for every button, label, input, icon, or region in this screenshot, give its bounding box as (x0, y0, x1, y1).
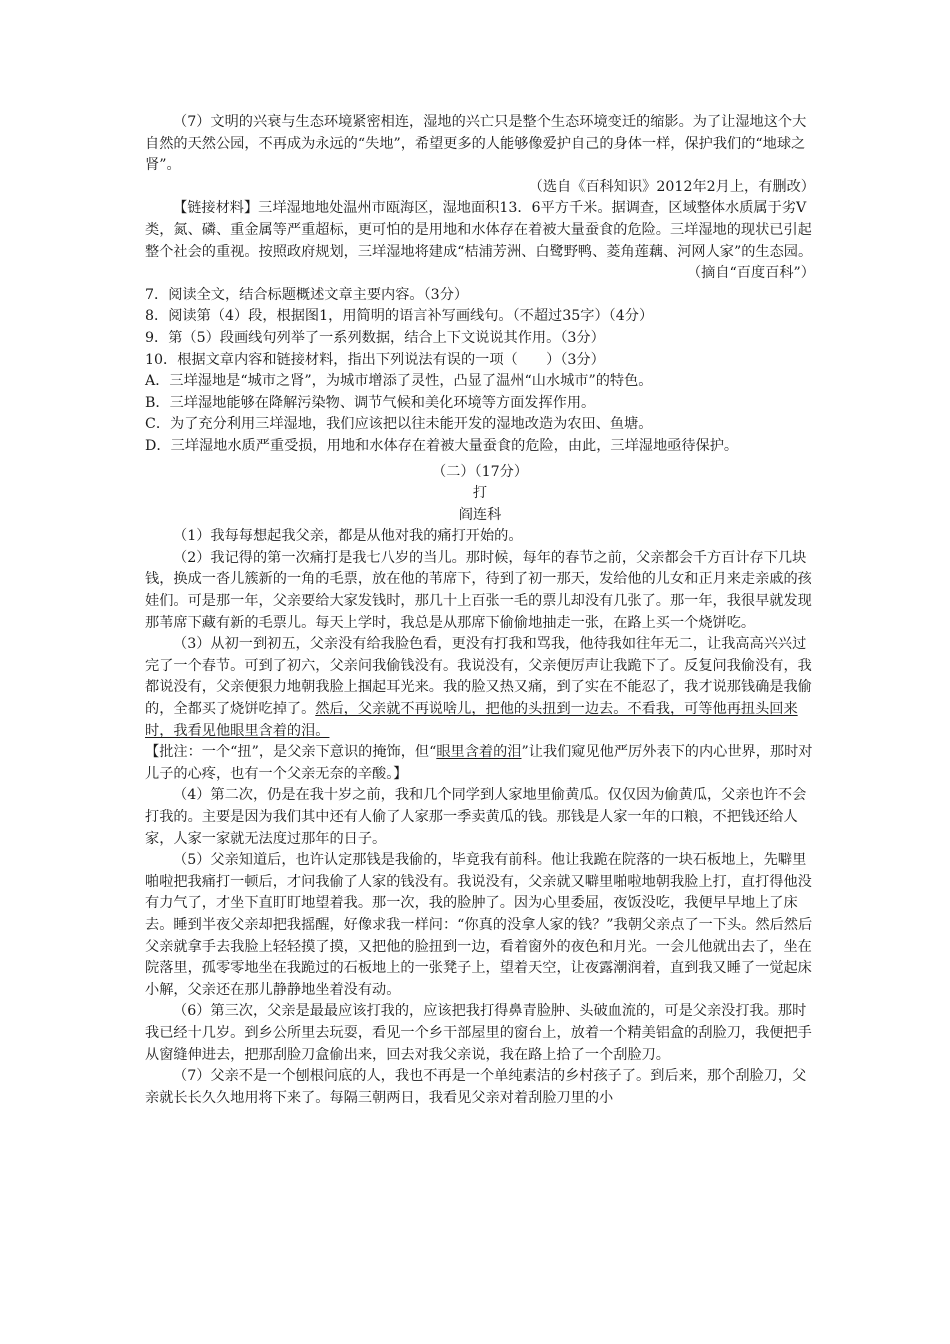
story-para-5: （5）父亲知道后，也许认定那钱是我偷的，毕竟我有前科。他让我跪在院落的一块石板地上，先噼里啪啦把我痛打一顿后，才问我偷了人家的钱没有。我说没有，父亲就又噼里啪啦地朝我脸上打，直打得他没有力气了，才坐下直盯盯地望着我。那一次，我的脸肿了。因为心里委屈，夜饭没吃，我便早早地上了床去。睡到半夜父亲却把我摇醒，好像求我一样问：“你真的没拿人家的钱？”我朝父亲点了一下头。然后然后父亲就拿手去我脸上轻轻摸了摸，又把他的脸扭到一边，看着窗外的夜色和月光。一会儿他就出去了，坐在院落里，孤零零地坐在我跪过的石板地上的一张凳子上，望着天空，让夜露潮润着，直到我又睡了一觉起床小解，父亲还在那儿静静地坐着没有动。 (145, 852, 813, 998)
link-source: （摘自“百度百科”） (686, 265, 815, 282)
story-para-2: （2）我记得的第一次痛打是我七八岁的当儿。那时候，每年的春节之前，父亲都会千方百计存下几块钱，换成一沓儿簇新的一角的毛票，放在他的苇席下，待到了初一那天，发给他的儿女和正月来走亲戚的孩娃们。可是那一年，父亲要给大家发钱时，那几十上百张一毛的票儿却没有几张了。那一年，我很早就发现那苇席下藏有新的毛票儿。每天上学时，我总是从那席下偷偷地抽走一张，在路上买一个烧饼吃。 (145, 549, 812, 631)
section2-header: （二）（17分） (431, 463, 529, 480)
story-author: 阎连科 (458, 506, 502, 523)
document-page (145, 112, 815, 1109)
option-c: C．为了充分利用三垟湿地，我们应该把以往未能开发的湿地改造为农田、鱼塘。 (145, 416, 653, 433)
underlined-sentence: 然后，父亲就不再说啥儿，把他的头扭到一边去。不看我，可等他再扭头回来时，我看见他眼里含着的泪。 (145, 701, 798, 739)
story-para-7: （7）父亲不是一个刨根问底的人，我也不再是一个单纯素洁的乡村孩子了。到后来，那个刮脸刀，父亲就长长久久地用将下来了。每隔三朝两日，我看见父亲对着刮脸刀里的小 (145, 1068, 807, 1106)
story-title: 打 (472, 485, 488, 502)
passage1-para7: （7）文明的兴衰与生态环境紧密相连，湿地的兴亡只是整个生态环境变迁的缩影。为了让湿地这个大自然的天然公园，不再成为永远的“失地”，希望更多的人能够像爱护自己的身体一样，保护我们的“地球之肾”。 (145, 114, 807, 174)
option-a: A．三垟湿地是“城市之肾”，为城市增添了灵性，凸显了温州“山水城市”的特色。 (145, 373, 653, 390)
story-para-3-text: （3）从初一到初五，父亲没有给我脸色看，更没有打我和骂我，他待我如往年无二，让我高高兴兴过完了一个春节。可到了初六，父亲问我偷钱没有。我说没有，父亲便厉声让我跪下了。反复问我偷没有，我都说没有，父亲便狠力地朝我脸上掴起耳光来。我的脸又热又痛，到了实在不能忍了，我才说那钱确是我偷的，全都买了烧饼吃掉了。 (145, 636, 812, 718)
note-suffix: ”让我们窥见他严厉外表下的内心世界，那时对儿子的心疼，也有一个父亲无奈的辛酸。】 (145, 744, 813, 782)
note-prefix: 【批注：一个“扭”，是父亲下意识的掩饰，但“ (145, 744, 437, 761)
annotation-note (145, 742, 815, 785)
question-10: 10．根据文章内容和链接材料，指出下列说法有误的一项（ ）（3分） (145, 351, 605, 368)
question-9: 9．第（5）段画线句列举了一系列数据，结合上下文说说其作用。（3分） (145, 329, 605, 346)
story-para-1: （1）我每每想起我父亲，都是从他对我的痛打开始的。 (173, 528, 523, 545)
question-8: 8．阅读第（4）段，根据图1，用简明的语言补写画线句。（不超过35字）（4分） (145, 308, 654, 325)
passage1-source: （选自《百科知识》2012年2月上，有删改） (528, 178, 815, 195)
story-para-3 (145, 634, 815, 742)
option-d: D．三垟湿地水质严重受损，用地和水体存在着被大量蚕食的危险，由此，三垟湿地亟待保护。 (145, 437, 739, 454)
story-para-6: （6）第三次，父亲是最最应该打我的，应该把我打得鼻青脸肿、头破血流的，可是父亲没打我。那时我已经十几岁。到乡公所里去玩耍，看见一个乡干部屋里的窗台上，放着一个精美铝盒的刮脸刀，我便把手从窗缝伸进去，把那刮脸刀盒偷出来，回去对我父亲说，我在路上拾了一个刮脸刀。 (145, 1003, 812, 1063)
note-underlined: 眼里含着的泪 (436, 744, 522, 761)
question-7: 7．阅读全文，结合标题概述文章主要内容。（3分） (145, 286, 469, 303)
link-material: 【链接材料】三垟湿地地处温州市瓯海区，湿地面积13．6平方千米。据调查，区域整体水质属于劣Ⅴ类，氮、磷、重金属等严重超标，更可怕的是用地和水体存在着被大量蚕食的危险。三垟湿地的现状已引起整个社会的重视。按照政府规划，三垟湿地将建成“桔浦芳洲、白鹭野鸭、菱角莲藕、河网人家”的生态园。 (145, 200, 813, 260)
option-b: B．三垟湿地能够在降解污染物、调节气候和美化环境等方面发挥作用。 (145, 394, 596, 411)
story-para-4: （4）第二次，仍是在我十岁之前，我和几个同学到人家地里偷黄瓜。仅仅因为偷黄瓜，父亲也许不会打我的。主要是因为我们其中还有人偷了人家那一季卖黄瓜的钱。那钱是人家一年的口粮，不把钱还给人家，人家一家就无法度过那年的日子。 (145, 787, 807, 847)
